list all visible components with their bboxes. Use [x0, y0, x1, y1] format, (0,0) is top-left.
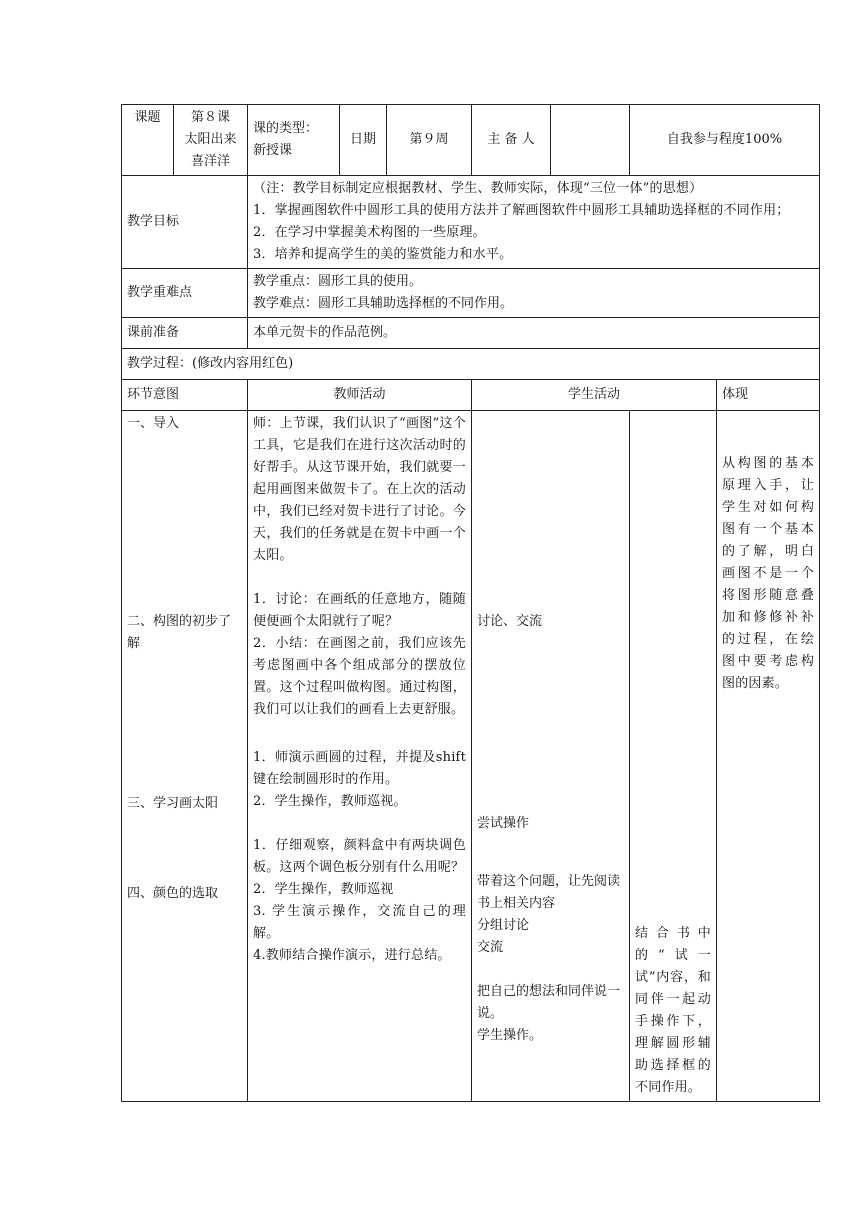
teacher-activity-cell: [248, 411, 472, 1102]
preparer-value: [551, 105, 630, 176]
key-points-row: [122, 269, 820, 318]
teacher-color-2: 2．学生操作，教师巡视: [253, 882, 394, 897]
date-label: 日期: [340, 105, 387, 176]
teacher-sun-2: 2．学生操作，教师巡视。: [253, 794, 407, 809]
student-color-2: 分组讨论: [477, 918, 530, 933]
process-title: 教学过程：(修改内容用红色): [122, 349, 820, 380]
col-teacher-header: 教师活动: [248, 380, 472, 411]
objectives-row: [122, 176, 820, 269]
lesson-title-line3: 喜洋洋: [190, 154, 230, 169]
student-color-5: 学生操作。: [477, 1028, 543, 1043]
header-row: [122, 105, 820, 176]
reflect-cell: [717, 411, 820, 1102]
process-title-row: [122, 349, 820, 380]
stage-sun: 三、学习画太阳: [127, 796, 219, 811]
stages-cell: [122, 411, 248, 1102]
stage-intro: 一、导入: [127, 416, 180, 431]
student-activity-cell: [472, 411, 630, 1102]
student-color-4: 把自己的想法和同伴说一说。: [477, 984, 621, 1021]
objective-item-3: 3．培养和提高学生的美的鉴赏能力和水平。: [253, 247, 513, 262]
objectives-note: （注：教学目标制定应根据教材、学生、教师实际，体现“三位一体”的思想）: [253, 181, 703, 196]
process-body-row: [122, 411, 820, 1102]
lesson-title-line1: 第８课: [190, 110, 230, 125]
col-reflect-header: 体现: [717, 380, 820, 411]
key-focus: 教学重点：圆形工具的使用。: [253, 274, 423, 289]
col-student-header: 学生活动: [472, 380, 717, 411]
lesson-type-cell: [248, 105, 340, 176]
student-note: 结合书中的“试一试”内容，和同伴一起动手操作下，理解圆形辅助选择框的不同作用。: [635, 926, 711, 1095]
key-difficulty: 教学难点：圆形工具辅助选择框的不同作用。: [253, 296, 514, 311]
key-points-content: [248, 269, 820, 318]
teacher-color-4: 4.教师结合操作演示，进行总结。: [253, 948, 451, 963]
preparer-label: 主 备 人: [472, 105, 551, 176]
preparation-value: 本单元贺卡的作品范例。: [248, 318, 820, 349]
student-sun: 尝试操作: [477, 816, 530, 831]
teacher-color-1: 1．仔细观察，颜料盒中有两块调色板。这两个调色板分别有什么用呢？: [253, 838, 466, 875]
participation-value: 自我参与程度100%: [630, 105, 820, 176]
lesson-label: 课题: [122, 105, 174, 176]
student-color-3: 交流: [477, 940, 504, 955]
objectives-label: 教学目标: [122, 176, 248, 269]
week-value: 第９周: [387, 105, 472, 176]
reflect-text: 从构图的基本原理入手，让学生对如何构图有一个基本的了解，明白画图不是一个将图形随意叠加和修修补补的过程，在绘图中要考虑构图的因素。: [722, 456, 815, 691]
student-note-cell: [630, 411, 717, 1102]
teacher-sun-1: 1．师演示画圆的过程，并提及shift键在绘制圆形时的作用。: [253, 750, 466, 787]
teacher-intro: 师：上节课，我们认识了“画图”这个工具，它是我们在进行这次活动时的好帮手。从这节课开始，我们就要一起用画图来做贺卡了。在上次的活动中，我们已经对贺卡进行了讨论。今天，我们的任务就是在贺卡中画一个太阳。: [253, 416, 466, 563]
student-composition: 讨论、交流: [477, 614, 543, 629]
lesson-title-line2: 太阳出来: [184, 132, 237, 147]
objectives-content: [248, 176, 820, 269]
teacher-composition-2: 2．小结：在画图之前，我们应该先考虑图画中各个组成部分的摆放位置。这个过程叫做构图。通过构图，我们可以让我们的画看上去更舒服。: [253, 636, 466, 717]
teacher-composition-1: 1．讨论：在画纸的任意地方，随随便便画个太阳就行了呢？: [253, 592, 466, 629]
lesson-title-cell: [174, 105, 248, 176]
objective-item-1: 1．掌握画图软件中圆形工具的使用方法并了解画图软件中圆形工具辅助选择框的不同作用；: [253, 203, 790, 218]
lesson-type-value: 新授课: [253, 143, 293, 158]
student-color-1: 带着这个问题，让先阅读书上相关内容: [477, 874, 621, 911]
stage-color: 四、颜色的选取: [127, 886, 219, 901]
process-header-row: [122, 380, 820, 411]
preparation-label: 课前准备: [122, 318, 248, 349]
lesson-plan-table: [121, 104, 820, 1102]
stage-composition: 二、构图的初步了解: [127, 614, 232, 651]
teacher-color-3: 3. 学生演示操作，交流自己的理解。: [253, 904, 466, 941]
preparation-row: [122, 318, 820, 349]
objective-item-2: 2．在学习中掌握美术构图的一些原理。: [253, 225, 486, 240]
key-points-label: 教学重难点: [122, 269, 248, 318]
lesson-type-label: 课的类型：: [253, 121, 319, 136]
col-stage-header: 环节意图: [122, 380, 248, 411]
